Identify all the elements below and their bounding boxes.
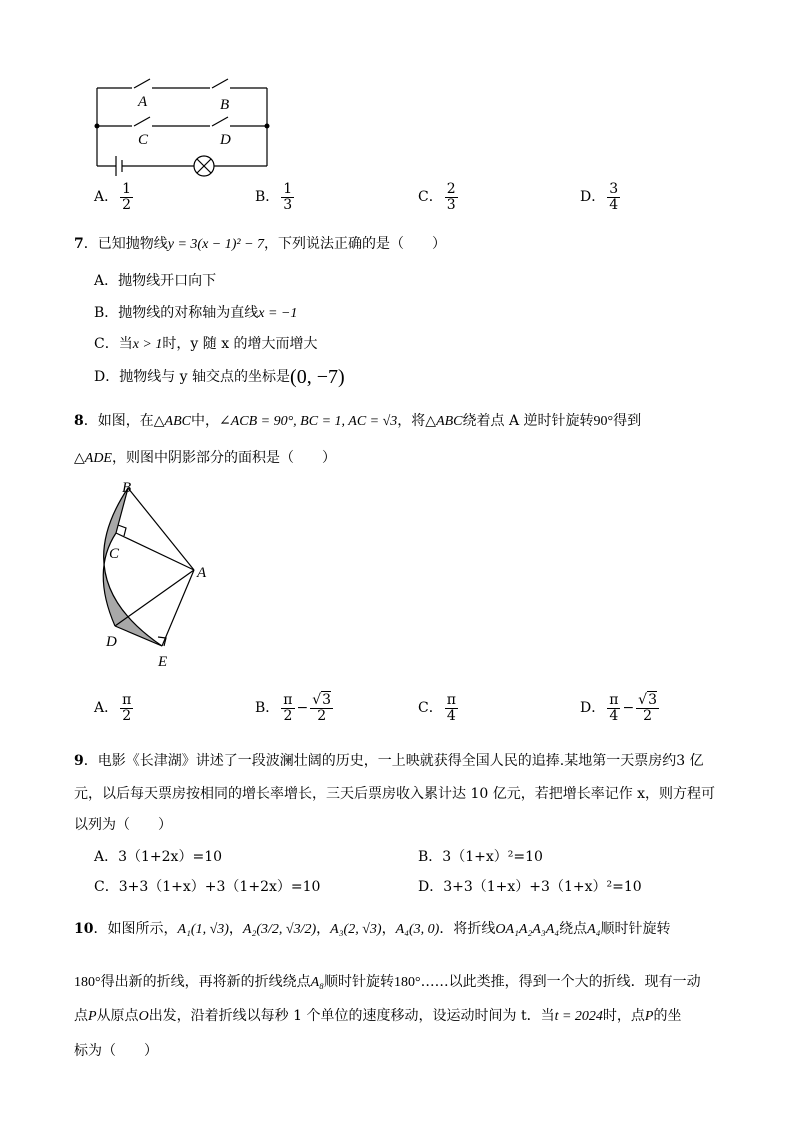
switch-label-b: B <box>220 97 230 113</box>
q8-option-b[interactable]: B． $\frac{\pi}{2}$ − $\frac{√3}{2}$ <box>255 692 332 724</box>
q7-option-c[interactable]: C．当x > 1时，y 随 x 的增大而增大 <box>94 336 318 352</box>
q6-option-b[interactable]: B． $\frac{1}{3}$ <box>255 181 293 213</box>
q9-stem-line1: 9．电影《长津湖》讲述了一段波澜壮阔的历史，一上映就获得全国人民的追捧.某地第一天票房约3 亿 <box>74 753 704 769</box>
q10-stem-line4: 标为（ ） <box>74 1043 158 1059</box>
q8-option-c[interactable]: C． $\frac{\pi}{4}$ <box>418 692 456 724</box>
q10-stem-line1: 10．如图所示，A₁(1, √3)，A₂(3/2, √3/2)，A₃(2, √3)，A₄(3, 0)．将折线OA₁A₂A₃A₄绕点A₄顺时针旋转 <box>74 921 671 937</box>
figure-label-e: E <box>158 654 168 670</box>
q7-equation: y = 3(x − 1)² − 7 <box>167 237 265 252</box>
q8-stem-line1: 8．如图，在△ABC中，∠ACB = 90°, BC = 1, AC = √3，将△ABC绕着点 A 逆时针旋转90°得到 <box>74 413 642 429</box>
q8-triangle-figure <box>86 476 226 672</box>
q9-option-b[interactable]: B．3（1+x）²=10 <box>418 849 543 865</box>
q9-option-c[interactable]: C．3+3（1+x）+3（1+2x）=10 <box>94 879 321 895</box>
q8-stem-line2: △ADE，则图中阴影部分的面积是（ ） <box>74 450 336 466</box>
switch-label-d: D <box>220 132 231 148</box>
q7-option-d[interactable]: D．抛物线与 y 轴交点的坐标是(0, −7) <box>94 366 345 388</box>
q10-stem-line3: 点P从原点O出发，沿着折线以每秒 1 个单位的速度移动，设运动时间为 t．当t = 2024时，点P的坐 <box>74 1008 682 1024</box>
q8-option-d[interactable]: D． $\frac{\pi}{4}$ − $\frac{√3}{2}$ <box>580 692 658 724</box>
figure-label-a: A <box>197 565 207 581</box>
q7-option-b[interactable]: B．抛物线的对称轴为直线x = −1 <box>94 305 298 321</box>
q6-option-c[interactable]: C． $\frac{2}{3}$ <box>418 181 456 213</box>
q6-option-d[interactable]: D． $\frac{3}{4}$ <box>580 181 619 213</box>
q7-option-a[interactable]: A．抛物线开口向下 <box>94 273 217 289</box>
q9-stem-line3: 以列为（ ） <box>74 817 172 833</box>
figure-label-b: B <box>122 480 132 496</box>
q9-option-d[interactable]: D．3+3（1+x）+3（1+x）²=10 <box>418 879 642 895</box>
figure-label-c: C <box>109 546 120 562</box>
circuit-diagram <box>90 76 280 178</box>
q6-option-a[interactable]: A． $\frac{1}{2}$ <box>94 181 132 213</box>
q7-stem: 7．已知抛物线y = 3(x − 1)² − 7，下列说法正确的是（ ） <box>74 236 447 252</box>
switch-label-c: C <box>138 132 149 148</box>
switch-label-a: A <box>138 94 148 110</box>
q8-option-a[interactable]: A． $\frac{\pi}{2}$ <box>94 692 132 724</box>
figure-label-d: D <box>106 634 117 650</box>
q9-option-a[interactable]: A．3（1+2x）=10 <box>94 849 223 865</box>
q9-stem-line2: 元，以后每天票房按相同的增长率增长，三天后票房收入累计达 10 亿元，若把增长率记作 x，则方程可 <box>74 786 716 802</box>
q10-stem-line2: 180°得出新的折线，再将新的折线绕点A₈顺时针旋转180°……以此类推，得到一个大的折线．现有一动 <box>74 974 701 990</box>
